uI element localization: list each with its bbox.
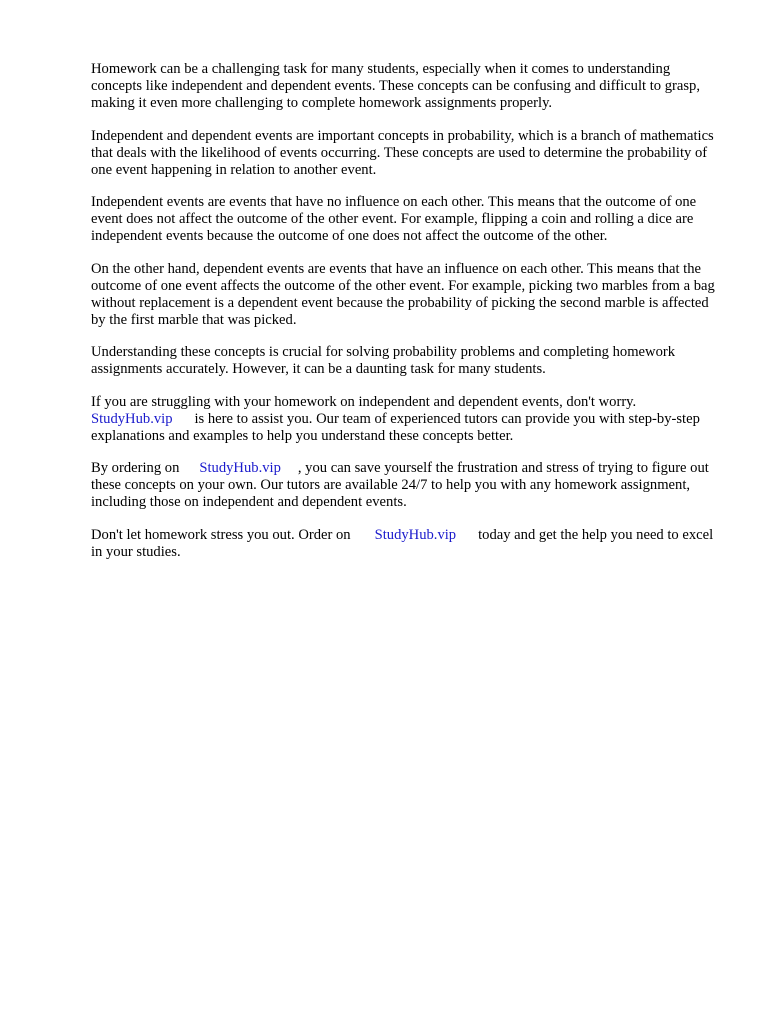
document-body [91,61,721,576]
paragraph-ordering [91,460,721,511]
ordering-text-after: , you can save yourself the frustration and stress of trying to figure out these concepts on your own. Our tutors are available 24/7 to help you with any homework assignment, including those on independent and dependent events. [91,460,709,510]
studyhub-link-2[interactable]: StudyHub.vip [199,460,281,476]
paragraph-concepts-probability: Independent and dependent events are important concepts in probability, which is a branch of mathematics that deals with the likelihood of events occurring. These concepts are used to determine the probability of one event happening in relation to another event. [91,127,714,178]
paragraph-independent-events: Independent events are events that have no influence on each other. This means that the outcome of one event does not affect the outcome of the other event. For example, flipping a coin and rolling a dice are independent events because the outcome of one does not affect the outcome of the other. [91,194,697,244]
studyhub-link-1[interactable]: StudyHub.vip [91,410,173,427]
paragraph-closing [91,527,721,561]
paragraph-understanding-concepts: Understanding these concepts is crucial for solving probability problems and completing homework assignments accurately. However, it can be a daunting task for many students. [91,344,676,377]
paragraph-dependent-events: On the other hand, dependent events are events that have an influence on each other. This means that the outcome of one event affects the outcome of the other event. For example, picking two marbles from a bag without replacement is a dependent event because the probability of picking the second marble is affected by the first marble that was picked. [91,260,715,328]
studyhub-link-3[interactable]: StudyHub.vip [374,526,457,543]
struggling-text-before: If you are struggling with your homework on independent and dependent events, don't worry. [91,393,637,410]
paragraph-homework-intro: Homework can be a challenging task for many students, especially when it comes to understanding concepts like independent and dependent events. These concepts can be confusing and difficult to grasp, making it even more challenging to complete homework assignments properly. [91,61,700,111]
struggling-text-after: is here to assist you. Our team of experienced tutors can provide you with step-by-step explanations and examples to help you understand these concepts better. [91,410,700,444]
paragraph-struggling [91,394,721,445]
closing-text-before: Don't let homework stress you out. Order on [91,526,351,543]
closing-text-after: today and get the help you need to excel in your studies. [91,526,714,560]
ordering-text-before: By ordering on [91,460,180,476]
